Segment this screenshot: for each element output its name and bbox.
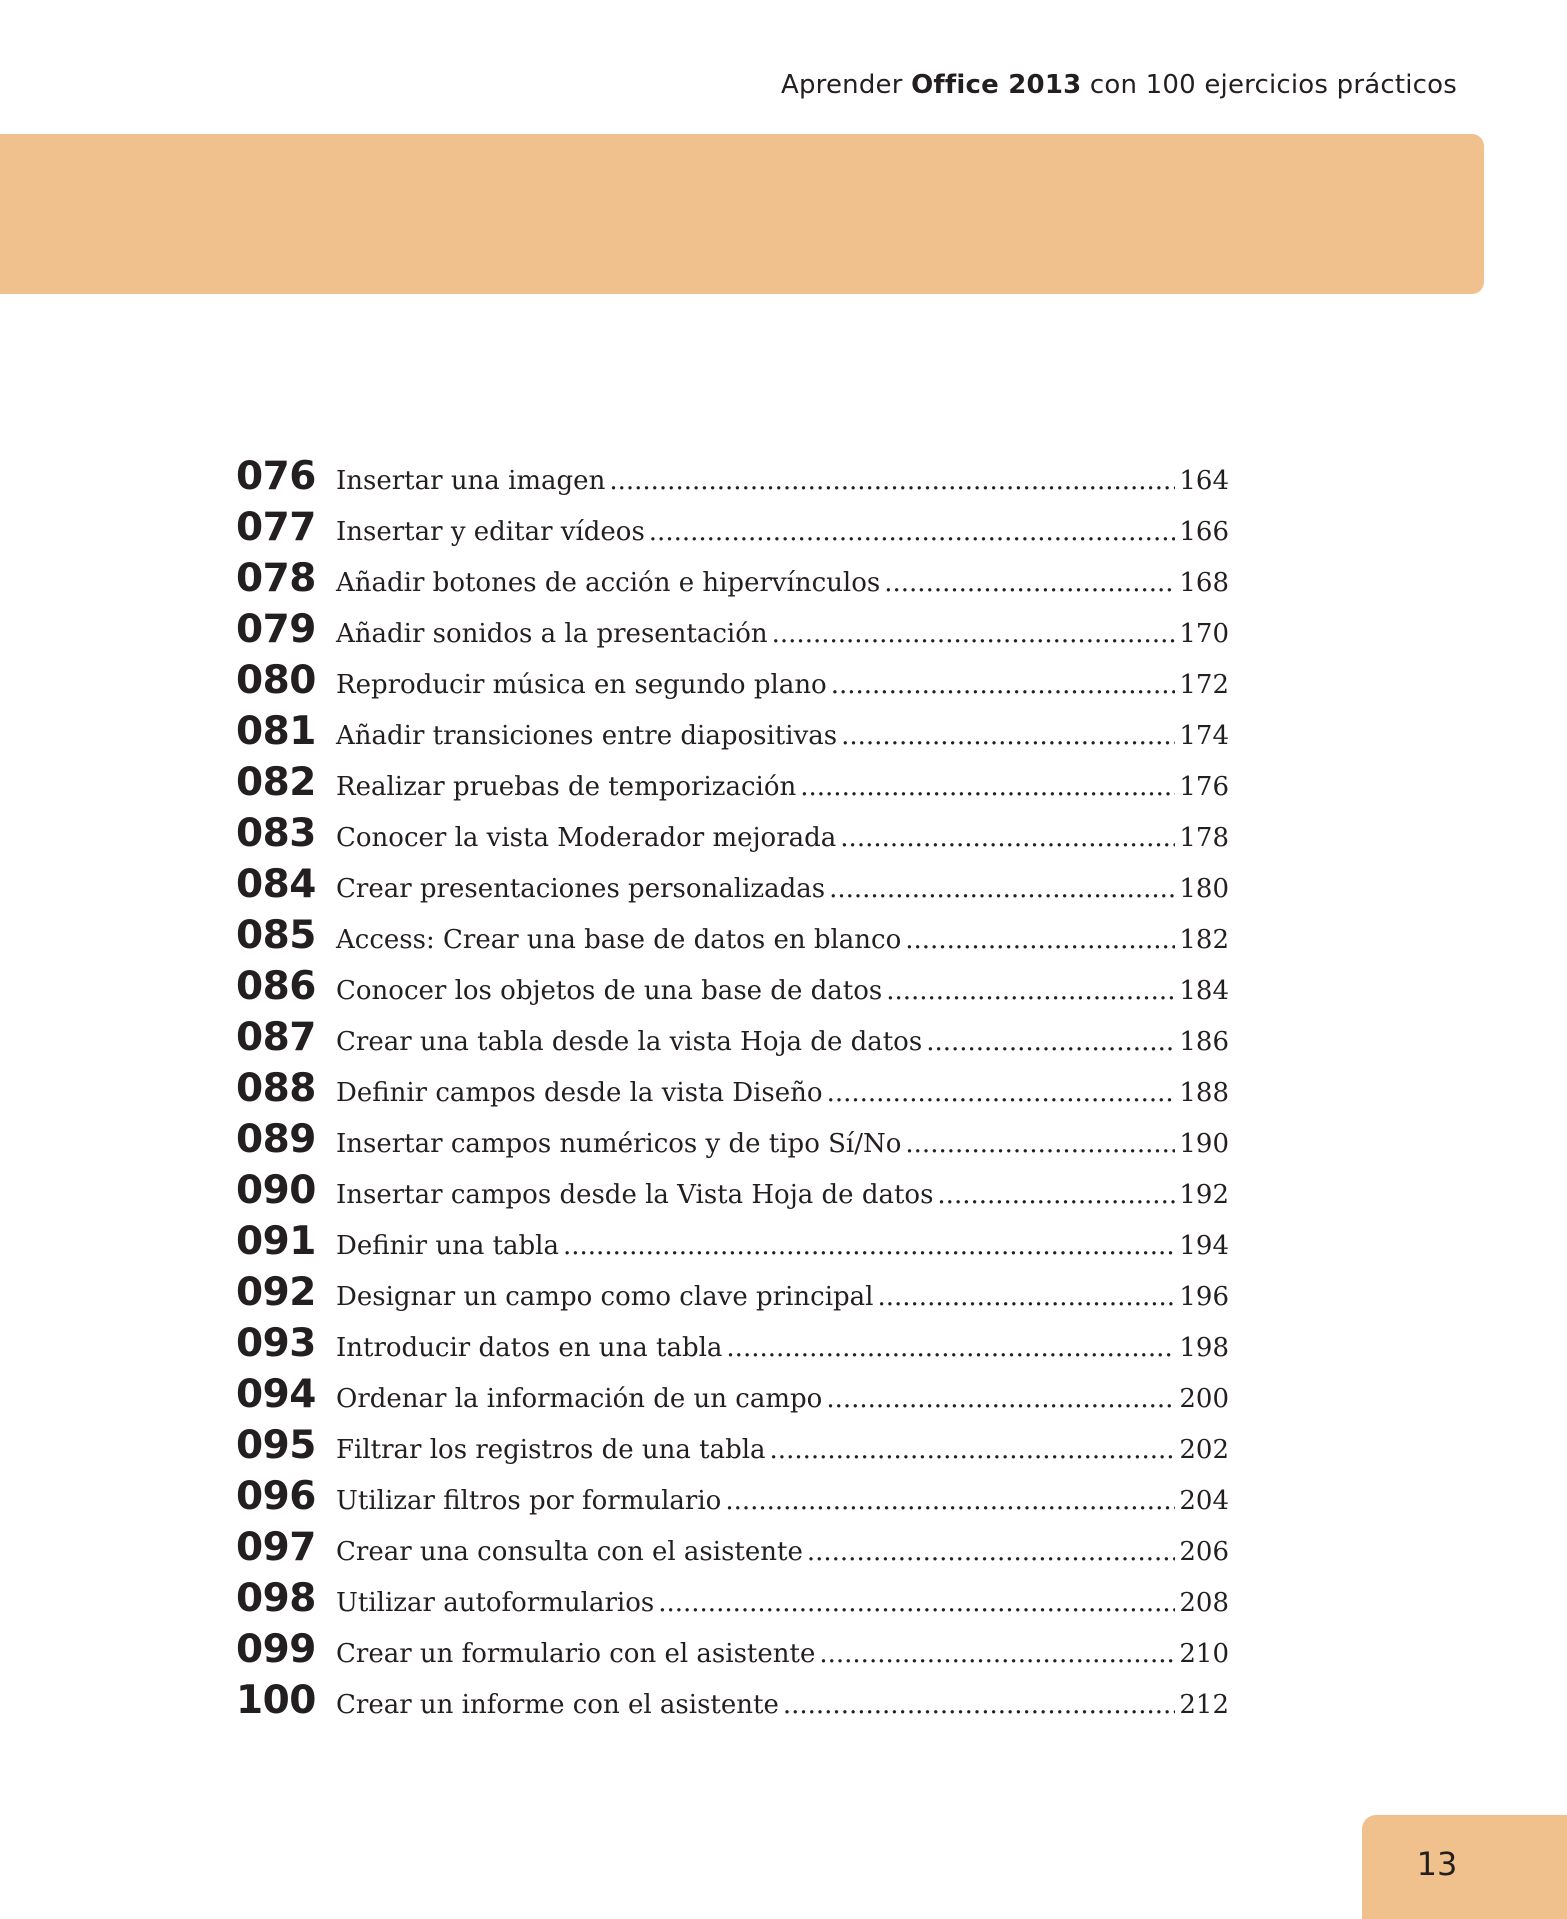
toc-entry[interactable] [236,1321,1229,1372]
toc-leader-dots [563,1231,1175,1261]
toc-entry-number: 085 [236,913,316,958]
toc-entry-page: 196 [1179,1282,1229,1312]
toc-entry-title: Designar un campo como clave principal [336,1282,874,1312]
toc-entry-title: Añadir botones de acción e hipervínculos [336,568,881,598]
toc-leader-dots [827,1078,1176,1108]
header-banner [0,134,1484,294]
toc-entry[interactable] [236,505,1229,556]
toc-entry-page: 198 [1179,1333,1229,1363]
header-title-pre: Aprender [780,70,912,100]
toc-entry[interactable] [236,1474,1229,1525]
toc-entry-page: 182 [1179,925,1229,955]
toc-entry-title: Definir campos desde la vista Diseño [336,1078,823,1108]
toc-leader-dots [905,925,1175,955]
toc-entry[interactable] [236,1270,1229,1321]
page-number-tab [1362,1815,1567,1919]
toc-leader-dots [829,874,1175,904]
page-number: 13 [1416,1845,1458,1883]
toc-entry[interactable] [236,1423,1229,1474]
toc-entry[interactable] [236,1372,1229,1423]
toc-leader-dots [609,466,1175,496]
toc-entry-page: 206 [1179,1537,1229,1567]
toc-entry-title: Definir una tabla [336,1231,559,1261]
toc-entry-page: 168 [1179,568,1229,598]
toc-entry-title: Crear una consulta con el asistente [336,1537,803,1567]
toc-entry-page: 188 [1179,1078,1229,1108]
toc-entry-page: 210 [1179,1639,1229,1669]
toc-entry[interactable] [236,913,1229,964]
toc-entry-title: Insertar una imagen [336,466,606,496]
toc-entry-number: 089 [236,1117,316,1162]
toc-entry-number: 091 [236,1219,316,1264]
toc-entry-title: Crear un formulario con el asistente [336,1639,816,1669]
toc-entry-number: 093 [236,1321,316,1366]
toc-entry-title: Crear un informe con el asistente [336,1690,779,1720]
toc-entry-title: Añadir transiciones entre diapositivas [336,721,838,751]
toc-leader-dots [884,568,1175,598]
toc-entry-title: Crear presentaciones personalizadas [336,874,826,904]
toc-leader-dots [649,517,1176,547]
toc-leader-dots [905,1129,1175,1159]
toc-leader-dots [770,1435,1176,1465]
toc-entry[interactable] [236,1576,1229,1627]
toc-entry-title: Añadir sonidos a la presentación [336,619,768,649]
toc-entry-number: 077 [236,505,316,550]
toc-entry-number: 079 [236,607,316,652]
toc-leader-dots [726,1333,1175,1363]
toc-entry-number: 095 [236,1423,316,1468]
toc-entry-title: Reproducir música en segundo plano [336,670,827,700]
toc-entry[interactable] [236,1219,1229,1270]
header-title-bold: Office 2013 [911,70,1082,100]
toc-entry-number: 100 [236,1678,316,1723]
toc-entry[interactable] [236,760,1229,811]
toc-entry-page: 192 [1179,1180,1229,1210]
toc-entry-number: 097 [236,1525,316,1570]
header-title-post: con 100 ejercicios prácticos [1081,70,1457,100]
toc-entry[interactable] [236,1117,1229,1168]
toc-entry[interactable] [236,1627,1229,1678]
toc-entry-number: 096 [236,1474,316,1519]
toc-entry-title: Introducir datos en una tabla [336,1333,723,1363]
toc-entry-page: 194 [1179,1231,1229,1261]
toc-entry[interactable] [236,1015,1229,1066]
toc-entry[interactable] [236,607,1229,658]
toc-entry-page: 202 [1179,1435,1229,1465]
toc-entry-title: Crear una tabla desde la vista Hoja de datos [336,1027,923,1057]
toc-entry[interactable] [236,556,1229,607]
toc-entry[interactable] [236,1525,1229,1576]
toc-entry[interactable] [236,658,1229,709]
toc-entry-page: 208 [1179,1588,1229,1618]
toc-entry-title: Conocer los objetos de una base de datos [336,976,883,1006]
toc-entry[interactable] [236,709,1229,760]
toc-entry[interactable] [236,454,1229,505]
toc-entry[interactable] [236,1066,1229,1117]
toc-entry[interactable] [236,1168,1229,1219]
toc-entry-number: 081 [236,709,316,754]
toc-entry-page: 178 [1179,823,1229,853]
toc-entry[interactable] [236,811,1229,862]
toc-leader-dots [877,1282,1175,1312]
toc-entry-title: Utilizar autoformularios [336,1588,655,1618]
toc-entry-title: Utilizar filtros por formulario [336,1486,722,1516]
toc-entry-number: 088 [236,1066,316,1111]
toc-entry-title: Insertar campos numéricos y de tipo Sí/No [336,1129,902,1159]
toc-entry-number: 083 [236,811,316,856]
toc-entry-title: Insertar y editar vídeos [336,517,645,547]
toc-entry[interactable] [236,862,1229,913]
toc-leader-dots [841,721,1175,751]
toc-entry-page: 174 [1179,721,1229,751]
toc-leader-dots [807,1537,1176,1567]
toc-entry-page: 176 [1179,772,1229,802]
toc-leader-dots [772,619,1176,649]
toc-entry-number: 090 [236,1168,316,1213]
toc-leader-dots [937,1180,1175,1210]
toc-entry-page: 204 [1179,1486,1229,1516]
toc-entry-page: 170 [1179,619,1229,649]
toc-entry-number: 086 [236,964,316,1009]
toc-entry-page: 200 [1179,1384,1229,1414]
toc-leader-dots [800,772,1175,802]
toc-entry-page: 180 [1179,874,1229,904]
running-header [781,70,1457,100]
toc-entry-title: Ordenar la información de un campo [336,1384,823,1414]
toc-entry-number: 082 [236,760,316,805]
toc-entry-number: 078 [236,556,316,601]
toc-entry-title: Insertar campos desde la Vista Hoja de datos [336,1180,934,1210]
toc-entry[interactable] [236,964,1229,1015]
toc-entry-page: 212 [1179,1690,1229,1720]
toc-leader-dots [831,670,1176,700]
toc-leader-dots [886,976,1175,1006]
toc-entry-page: 190 [1179,1129,1229,1159]
toc-entry-number: 087 [236,1015,316,1060]
toc-entry-number: 076 [236,454,316,499]
toc-leader-dots [819,1639,1175,1669]
toc-entry-number: 084 [236,862,316,907]
toc-entry-page: 184 [1179,976,1229,1006]
toc-entry-number: 080 [236,658,316,703]
toc-entry-number: 092 [236,1270,316,1315]
toc-entry-number: 098 [236,1576,316,1621]
toc-entry-page: 164 [1179,466,1229,496]
toc-entry[interactable] [236,1678,1229,1729]
toc-entry-title: Filtrar los registros de una tabla [336,1435,766,1465]
toc-leader-dots [826,1384,1175,1414]
toc-entry-number: 099 [236,1627,316,1672]
toc-entry-title: Access: Crear una base de datos en blanco [336,925,902,955]
toc-entry-title: Realizar pruebas de temporización [336,772,797,802]
toc-leader-dots [840,823,1175,853]
toc-entry-title: Conocer la vista Moderador mejorada [336,823,837,853]
toc-entry-page: 186 [1179,1027,1229,1057]
toc-leader-dots [725,1486,1175,1516]
toc-leader-dots [783,1690,1176,1720]
toc-entry-page: 172 [1179,670,1229,700]
toc-entry-page: 166 [1179,517,1229,547]
toc-leader-dots [658,1588,1175,1618]
toc-entry-number: 094 [236,1372,316,1417]
table-of-contents [236,454,1229,1729]
toc-leader-dots [926,1027,1175,1057]
